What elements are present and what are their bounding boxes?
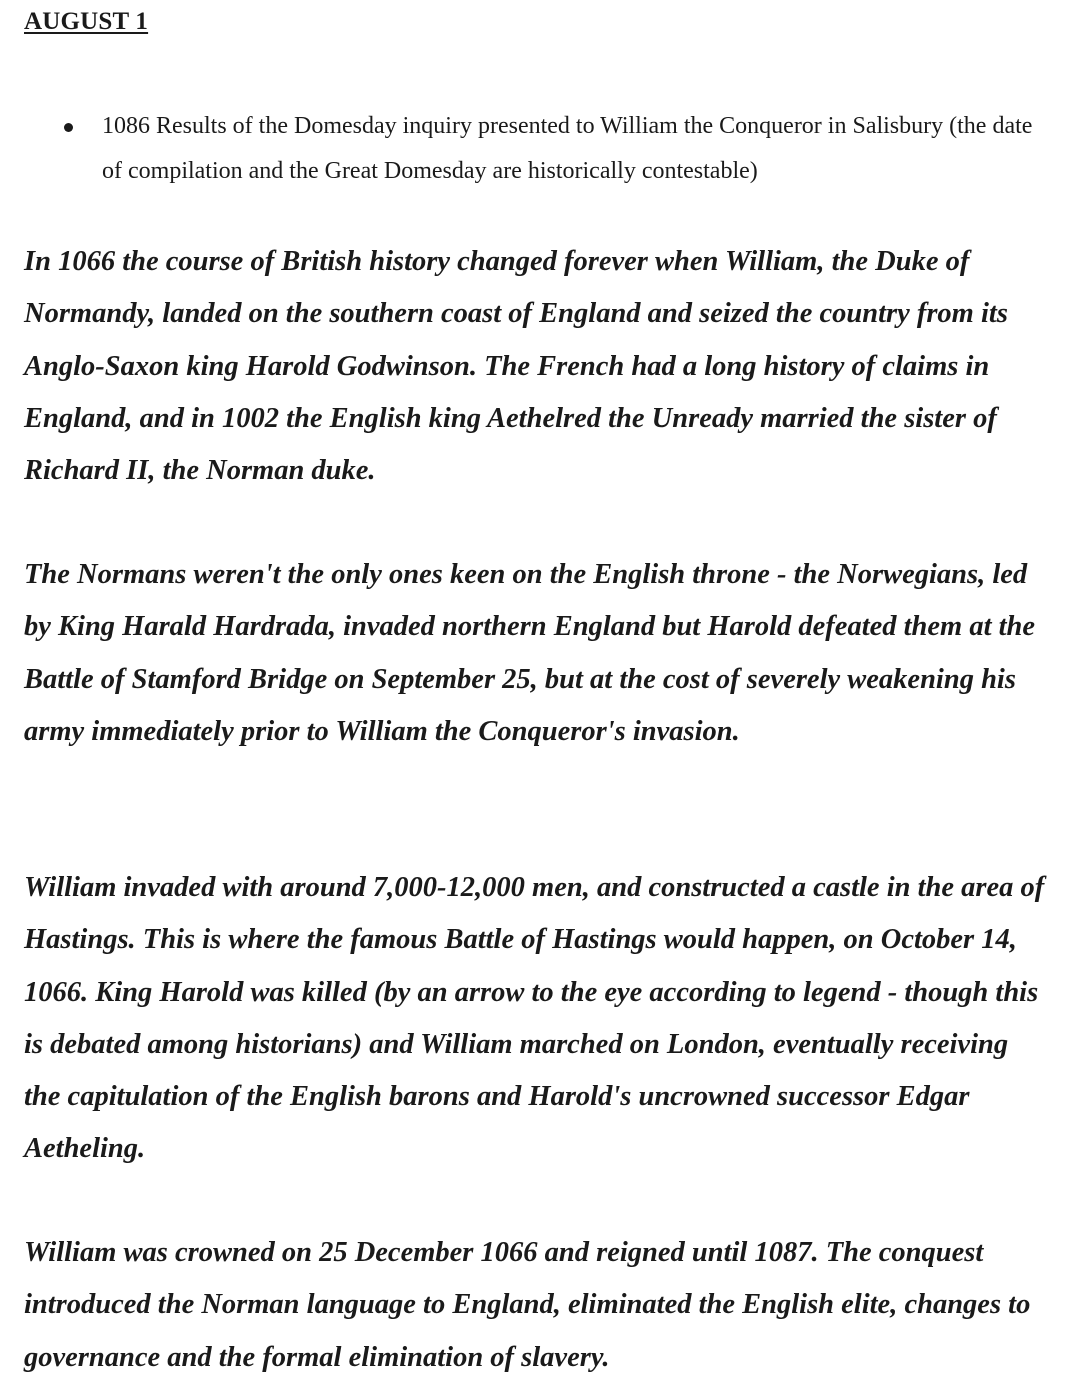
event-text: 1086 Results of the Domesday inquiry presented to William the Conqueror in Salisbury (the date of compilation and the Great Domesday are historically contestable) (102, 113, 1033, 184)
date-heading: AUGUST 1 (24, 8, 149, 35)
paragraph-norwegian-invasion: The Normans weren't the only ones keen on the English throne - the Norwegians, led by King Harald Hardrada, invaded northern England but Harold defeated them at the Battle of Stamford Bridge on September 25, but at the cost of severely weakening his army immediately prior to William the Conqueror's invasion. (24, 559, 1036, 747)
bullet-icon (64, 123, 73, 132)
paragraph-battle-of-hastings: William invaded with around 7,000-12,000 men, and constructed a castle in the area of Hastings. This is where the famous Battle of Hastings would happen, on October 14, 1066. King Harold was killed (by an arrow to the eye according to legend - though this is debated among historians) and William marched on London, eventually receiving the capitulation of the English barons and Harold's uncrowned successor Edgar Aetheling. (24, 872, 1045, 1165)
events-list (0, 104, 1080, 194)
paragraph-coronation: William was crowned on 25 December 1066 and reigned until 1087. The conquest introduced the Norman language to England, eliminated the English elite, changes to governance and the formal elimination of slavery. (24, 1237, 1031, 1373)
paragraph-norman-conquest: In 1066 the course of British history changed forever when William, the Duke of Normandy, landed on the southern coast of England and seized the country from its Anglo-Saxon king Harold Godwinson. The French had a long history of claims in England, and in 1002 the English king Aethelred the Unready married the sister of Richard II, the Norman duke. (24, 246, 1008, 487)
event-item (0, 104, 1080, 194)
